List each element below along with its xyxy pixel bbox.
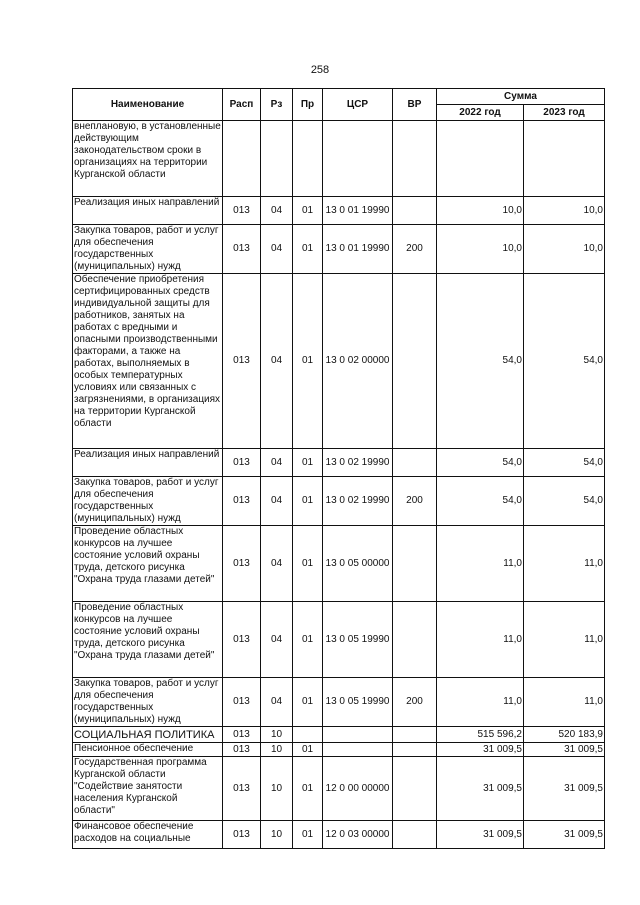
cell-rz: 04 (261, 477, 293, 526)
cell-vr (393, 197, 437, 225)
cell-csr: 13 0 05 00000 (323, 526, 393, 602)
cell-amount-2023: 11,0 (524, 526, 605, 602)
page-number: 258 (310, 64, 330, 76)
cell-rz: 04 (261, 678, 293, 727)
header-year-2022: 2022 год (437, 105, 524, 121)
cell-vr (393, 743, 437, 757)
cell-amount-2022: 31 009,5 (437, 757, 524, 821)
cell-rasp: 013 (223, 678, 261, 727)
cell-pr: 01 (293, 757, 323, 821)
cell-name: Государственная программа Курганской области "Содействие занятости населения Курганской области" (73, 757, 223, 821)
cell-pr: 01 (293, 526, 323, 602)
cell-pr: 01 (293, 225, 323, 274)
table-row (73, 678, 605, 727)
cell-amount-2023: 10,0 (524, 225, 605, 274)
cell-rz: 04 (261, 526, 293, 602)
header-rasp: Расп (223, 89, 261, 121)
cell-amount-2022: 54,0 (437, 449, 524, 477)
table-row (73, 449, 605, 477)
cell-amount-2022: 54,0 (437, 274, 524, 449)
cell-rasp (223, 121, 261, 197)
cell-name: Финансовое обеспечение расходов на социальные (73, 821, 223, 849)
cell-amount-2023: 54,0 (524, 477, 605, 526)
table-row (73, 821, 605, 849)
cell-vr (393, 526, 437, 602)
cell-name: Проведение областных конкурсов на лучшее состояние условий охраны труда, детского рисунка "Охрана труда глазами детей" (73, 526, 223, 602)
cell-name: Проведение областных конкурсов на лучшее состояние условий охраны труда, детского рисунка "Охрана труда глазами детей" (73, 602, 223, 678)
cell-rasp: 013 (223, 225, 261, 274)
cell-pr: 01 (293, 602, 323, 678)
header-rz: Рз (261, 89, 293, 121)
header-pr: Пр (293, 89, 323, 121)
cell-rasp: 013 (223, 477, 261, 526)
cell-vr (393, 449, 437, 477)
cell-amount-2023: 54,0 (524, 274, 605, 449)
cell-name: Реализация иных направлений (73, 197, 223, 225)
cell-amount-2023: 31 009,5 (524, 757, 605, 821)
cell-amount-2022: 54,0 (437, 477, 524, 526)
cell-vr (393, 821, 437, 849)
cell-amount-2023: 54,0 (524, 449, 605, 477)
cell-pr (293, 121, 323, 197)
cell-vr (393, 602, 437, 678)
cell-csr: 13 0 05 19990 (323, 602, 393, 678)
cell-amount-2022: 515 596,2 (437, 727, 524, 743)
cell-amount-2022: 10,0 (437, 225, 524, 274)
cell-rasp: 013 (223, 602, 261, 678)
budget-table (72, 88, 605, 849)
cell-amount-2022: 11,0 (437, 526, 524, 602)
table-row (73, 602, 605, 678)
cell-amount-2022: 31 009,5 (437, 821, 524, 849)
cell-amount-2023: 31 009,5 (524, 743, 605, 757)
cell-pr: 01 (293, 821, 323, 849)
cell-rz (261, 121, 293, 197)
cell-rasp: 013 (223, 449, 261, 477)
cell-rz: 04 (261, 225, 293, 274)
table-row (73, 121, 605, 197)
cell-rasp: 013 (223, 727, 261, 743)
cell-rz: 10 (261, 757, 293, 821)
cell-rz: 10 (261, 821, 293, 849)
cell-amount-2023: 11,0 (524, 678, 605, 727)
cell-csr: 13 0 05 19990 (323, 678, 393, 727)
cell-amount-2022 (437, 121, 524, 197)
cell-pr: 01 (293, 449, 323, 477)
cell-name: Пенсионное обеспечение (73, 743, 223, 757)
table-row (73, 197, 605, 225)
cell-csr: 12 0 00 00000 (323, 757, 393, 821)
cell-vr (393, 274, 437, 449)
cell-csr (323, 743, 393, 757)
cell-amount-2022: 10,0 (437, 197, 524, 225)
cell-amount-2023: 10,0 (524, 197, 605, 225)
cell-rz: 04 (261, 197, 293, 225)
header-year-2023: 2023 год (524, 105, 605, 121)
cell-amount-2023: 520 183,9 (524, 727, 605, 743)
cell-csr: 12 0 03 00000 (323, 821, 393, 849)
cell-pr (293, 727, 323, 743)
cell-pr: 01 (293, 197, 323, 225)
cell-name: внеплановую, в установленные действующим законодательством сроки в организациях на территории Курганской области (73, 121, 223, 197)
header-sum: Сумма (437, 89, 605, 105)
cell-rz: 10 (261, 743, 293, 757)
cell-csr: 13 0 02 19990 (323, 477, 393, 526)
cell-amount-2023: 11,0 (524, 602, 605, 678)
cell-rz: 04 (261, 602, 293, 678)
cell-rasp: 013 (223, 274, 261, 449)
cell-vr (393, 727, 437, 743)
table-row (73, 743, 605, 757)
cell-csr (323, 727, 393, 743)
cell-pr: 01 (293, 477, 323, 526)
cell-rasp: 013 (223, 197, 261, 225)
cell-vr: 200 (393, 678, 437, 727)
header-name: Наименование (73, 89, 223, 121)
cell-vr (393, 757, 437, 821)
cell-csr: 13 0 02 00000 (323, 274, 393, 449)
cell-rasp: 013 (223, 821, 261, 849)
table-row (73, 757, 605, 821)
cell-amount-2022: 11,0 (437, 602, 524, 678)
cell-amount-2022: 31 009,5 (437, 743, 524, 757)
cell-csr: 13 0 02 19990 (323, 449, 393, 477)
cell-rz: 04 (261, 449, 293, 477)
cell-name: Закупка товаров, работ и услуг для обеспечения государственных (муниципальных) нужд (73, 678, 223, 727)
cell-csr: 13 0 01 19990 (323, 225, 393, 274)
cell-rasp: 013 (223, 526, 261, 602)
cell-vr: 200 (393, 225, 437, 274)
cell-rasp: 013 (223, 743, 261, 757)
cell-vr: 200 (393, 477, 437, 526)
cell-rz: 10 (261, 727, 293, 743)
cell-name: Закупка товаров, работ и услуг для обеспечения государственных (муниципальных) нужд (73, 225, 223, 274)
cell-name: Закупка товаров, работ и услуг для обеспечения государственных (муниципальных) нужд (73, 477, 223, 526)
cell-pr: 01 (293, 274, 323, 449)
cell-csr (323, 121, 393, 197)
cell-name: СОЦИАЛЬНАЯ ПОЛИТИКА (73, 727, 223, 743)
header-csr: ЦСР (323, 89, 393, 121)
cell-name: Реализация иных направлений (73, 449, 223, 477)
cell-amount-2022: 11,0 (437, 678, 524, 727)
cell-amount-2023: 31 009,5 (524, 821, 605, 849)
table-row (73, 274, 605, 449)
cell-rasp: 013 (223, 757, 261, 821)
header-vr: ВР (393, 89, 437, 121)
cell-amount-2023 (524, 121, 605, 197)
cell-name: Обеспечение приобретения сертифицированных средств индивидуальной защиты для работников, занятых на работах с вредными и опасными производственными факторами, а также на работах, выполняемых в особых температурных условиях или связанных с загрязнениями, в организациях на территории Курганской области (73, 274, 223, 449)
table-row (73, 526, 605, 602)
cell-pr: 01 (293, 743, 323, 757)
table-row (73, 477, 605, 526)
table-row (73, 225, 605, 274)
table-row (73, 727, 605, 743)
cell-rz: 04 (261, 274, 293, 449)
cell-pr: 01 (293, 678, 323, 727)
cell-vr (393, 121, 437, 197)
cell-csr: 13 0 01 19990 (323, 197, 393, 225)
